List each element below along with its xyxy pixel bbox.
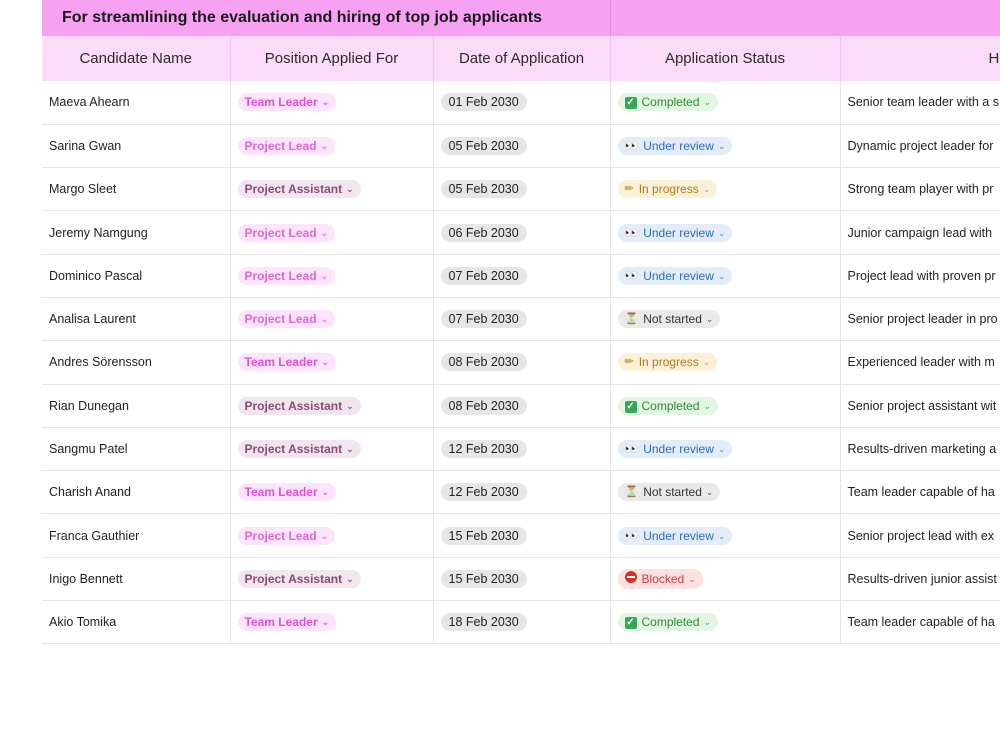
pencil-icon: ✏ [624,356,634,369]
cell-candidate-name[interactable] [42,471,230,514]
position-tag[interactable] [238,613,337,631]
highlights-text: Strong team player with pr [847,182,994,197]
check-mark-icon: ✓ [626,97,635,109]
cell-candidate-name[interactable] [42,211,230,254]
banner-title: For streamlining the evaluation and hiring of top job applicants [62,9,543,26]
cell-date[interactable] [433,557,610,600]
position-label: Team Leader [244,485,318,500]
cell-status[interactable] [610,514,840,557]
highlights-text: Project lead with proven pr [847,268,996,283]
chevron-down-icon: ⌄ [346,400,354,411]
table-row[interactable] [42,297,1000,340]
table-row[interactable] [42,557,1000,600]
cell-position[interactable] [230,384,433,427]
candidate-name: Franca Gauthier [49,528,140,543]
column-header-status[interactable]: Application Status [610,36,840,81]
highlights-text: Results-driven junior assist [847,571,997,586]
chevron-down-icon: ⌄ [717,530,726,541]
position-label: Project Lead [244,528,317,543]
chevron-down-icon: ⌄ [717,270,726,281]
chevron-down-icon: ⌄ [688,573,696,584]
chevron-down-icon: ⌄ [320,140,329,151]
position-label: Project Assistant [244,182,343,197]
status-label: In progress [638,355,699,370]
cell-candidate-name[interactable] [42,427,230,470]
status-badge[interactable] [618,569,703,589]
check-mark-icon: ✓ [626,617,635,629]
header-row [42,36,1000,81]
position-label: Project Lead [244,312,317,327]
chevron-down-icon: ⌄ [703,97,712,108]
table-row[interactable] [42,514,1000,557]
cell-position[interactable] [230,471,433,514]
chevron-down-icon: ⌄ [717,444,726,455]
status-label: Under review [643,138,714,153]
position-label: Project Assistant [244,442,343,457]
chevron-down-icon: ⌄ [346,444,354,455]
chevron-down-icon: ⌄ [320,270,329,281]
position-tag[interactable] [238,180,361,198]
cell-date[interactable] [433,601,610,644]
date-chip[interactable]: 06 Feb 2030 [441,224,527,242]
chevron-down-icon: ⌄ [346,184,354,195]
chevron-down-icon: ⌄ [321,357,330,368]
position-tag[interactable] [238,353,337,371]
column-header-highlights[interactable]: H [840,36,1000,81]
highlights-text: Team leader capable of ha [847,615,995,630]
cell-position[interactable] [230,557,433,600]
chevron-down-icon: ⌄ [717,140,726,151]
cell-candidate-name[interactable] [42,341,230,384]
cell-date[interactable] [433,81,610,124]
status-label: Blocked [641,571,685,586]
position-tag[interactable] [238,137,336,155]
cell-highlights[interactable] [840,341,1000,384]
date-chip[interactable]: 07 Feb 2030 [441,267,527,285]
hourglass-icon: ⏳ [624,486,639,499]
date-chip[interactable]: 12 Feb 2030 [441,483,527,501]
highlights-text: Results-driven marketing a [847,442,997,457]
status-badge[interactable] [618,310,721,328]
cell-highlights[interactable] [840,168,1000,211]
hourglass-icon: ⏳ [624,313,639,326]
cell-candidate-name[interactable] [42,254,230,297]
position-tag[interactable] [238,93,337,111]
chevron-down-icon: ⌄ [321,487,330,498]
position-tag[interactable] [238,224,336,242]
status-label: Under review [643,225,714,240]
candidate-name: Akio Tomika [49,615,117,630]
position-label: Project Assistant [244,571,343,586]
cell-date[interactable] [433,297,610,340]
highlights-text: Experienced leader with m [847,355,995,370]
status-badge[interactable] [618,224,733,242]
chevron-down-icon: ⌄ [320,227,329,238]
status-badge[interactable] [618,483,721,501]
applicant-tracker-sheet [42,0,1000,644]
cell-highlights[interactable] [840,471,1000,514]
date-chip[interactable]: 08 Feb 2030 [441,397,527,415]
status-label: Under review [643,528,714,543]
cell-position[interactable] [230,514,433,557]
cell-status[interactable] [610,341,840,384]
cell-highlights[interactable] [840,514,1000,557]
position-label: Project Lead [244,225,317,240]
position-tag[interactable] [238,267,336,285]
chevron-down-icon: ⌄ [717,227,726,238]
status-badge[interactable] [618,180,718,198]
column-header-date[interactable]: Date of Application [433,36,610,81]
position-label: Project Lead [244,138,317,153]
cell-position[interactable] [230,81,433,124]
cell-date[interactable] [433,124,610,167]
cell-position[interactable] [230,297,433,340]
cell-status[interactable] [610,168,840,211]
date-chip[interactable]: 05 Feb 2030 [441,137,527,155]
status-label: Not started [643,312,702,327]
position-label: Team Leader [244,95,318,110]
status-label: Not started [643,485,702,500]
chevron-down-icon: ⌄ [320,530,329,541]
eyes-icon: 👀 [624,529,639,542]
date-chip[interactable]: 01 Feb 2030 [441,93,527,111]
status-badge[interactable] [618,137,733,155]
cell-position[interactable] [230,601,433,644]
table-row[interactable] [42,81,1000,124]
cell-highlights[interactable] [840,601,1000,644]
position-label: Project Lead [244,268,317,283]
position-label: Team Leader [244,615,318,630]
candidate-name: Maeva Ahearn [49,95,130,110]
candidate-name: Jeremy Namgung [49,225,148,240]
status-label: Under review [643,442,714,457]
date-chip[interactable]: 12 Feb 2030 [441,440,527,458]
table-row[interactable] [42,124,1000,167]
pencil-icon: ✏ [624,183,634,196]
status-label: Under review [643,268,714,283]
table-row[interactable] [42,384,1000,427]
cell-date[interactable] [433,168,610,211]
cell-highlights[interactable] [840,384,1000,427]
date-chip[interactable]: 08 Feb 2030 [441,353,527,371]
chevron-down-icon: ⌄ [321,97,330,108]
chevron-down-icon: ⌄ [346,573,354,584]
cell-date[interactable] [433,427,610,470]
chevron-down-icon: ⌄ [703,400,712,411]
cell-candidate-name[interactable] [42,297,230,340]
position-tag[interactable] [238,310,336,328]
cell-status[interactable] [610,427,840,470]
chevron-down-icon: ⌄ [705,314,714,325]
candidate-name: Margo Sleet [49,182,117,197]
candidate-name: Charish Anand [49,485,132,500]
table-row[interactable] [42,471,1000,514]
table-row[interactable] [42,211,1000,254]
status-badge[interactable] [618,93,719,111]
cell-status[interactable] [610,384,840,427]
applicants-table [42,36,1000,644]
table-body [42,81,1000,644]
banner-divider [610,0,611,36]
cell-highlights[interactable] [840,427,1000,470]
chevron-down-icon: ⌄ [702,184,711,195]
highlights-text: Team leader capable of ha [847,485,995,500]
status-badge[interactable] [618,397,719,415]
cell-status[interactable] [610,124,840,167]
cell-date[interactable] [433,514,610,557]
cell-position[interactable] [230,124,433,167]
candidate-name: Inigo Bennett [49,571,123,586]
check-mark-icon: ✓ [626,400,635,412]
status-label: Completed [641,398,700,413]
status-badge[interactable] [618,527,733,545]
highlights-text: Senior project leader in pro [847,312,998,327]
status-badge[interactable] [618,353,718,371]
chevron-down-icon: ⌄ [705,487,714,498]
cell-status[interactable] [610,81,840,124]
column-header-position[interactable]: Position Applied For [230,36,433,81]
cell-candidate-name[interactable] [42,384,230,427]
status-label: In progress [638,182,699,197]
date-chip[interactable]: 07 Feb 2030 [441,310,527,328]
cell-candidate-name[interactable] [42,557,230,600]
status-badge[interactable] [618,267,733,285]
cell-status[interactable] [610,557,840,600]
position-label: Project Assistant [244,398,343,413]
cell-highlights[interactable] [840,557,1000,600]
candidate-name: Dominico Pascal [49,268,143,283]
chevron-down-icon: ⌄ [702,357,711,368]
cell-candidate-name[interactable] [42,81,230,124]
cell-position[interactable] [230,254,433,297]
candidate-name: Rian Dunegan [49,398,129,413]
eyes-icon: 👀 [624,443,639,456]
no-entry-icon [625,571,637,587]
cell-position[interactable] [230,211,433,254]
cell-status[interactable] [610,297,840,340]
highlights-text: Dynamic project leader for [847,138,994,153]
position-tag[interactable] [238,570,361,588]
eyes-icon: 👀 [624,139,639,152]
cell-status[interactable] [610,254,840,297]
cell-candidate-name[interactable] [42,514,230,557]
chevron-down-icon: ⌄ [321,617,330,628]
cell-candidate-name[interactable] [42,124,230,167]
candidate-name: Sangmu Patel [49,442,128,457]
status-badge[interactable] [618,613,719,631]
position-tag[interactable] [238,527,336,545]
date-chip[interactable]: 05 Feb 2030 [441,180,527,198]
highlights-text: Senior team leader with a s [847,95,999,110]
chevron-down-icon: ⌄ [703,617,712,628]
date-chip[interactable]: 15 Feb 2030 [441,527,527,545]
position-tag[interactable] [238,483,337,501]
status-label: Completed [641,95,700,110]
status-badge[interactable] [618,440,733,458]
cell-position[interactable] [230,341,433,384]
cell-highlights[interactable] [840,254,1000,297]
table-row[interactable] [42,601,1000,644]
sheet-banner [42,0,1000,36]
cell-status[interactable] [610,471,840,514]
cell-highlights[interactable] [840,211,1000,254]
cell-status[interactable] [610,211,840,254]
cell-candidate-name[interactable] [42,168,230,211]
highlights-text: Senior project assistant wit [847,398,997,413]
candidate-name: Analisa Laurent [49,312,136,327]
eyes-icon: 👀 [624,226,639,239]
table-row[interactable] [42,254,1000,297]
position-tag[interactable] [238,440,361,458]
cell-candidate-name[interactable] [42,601,230,644]
position-tag[interactable] [238,397,361,415]
cell-date[interactable] [433,211,610,254]
cell-date[interactable] [433,471,610,514]
cell-date[interactable] [433,254,610,297]
highlights-text: Senior project lead with ex [847,528,995,543]
cell-date[interactable] [433,341,610,384]
cell-highlights[interactable] [840,297,1000,340]
cell-highlights[interactable] [840,124,1000,167]
cell-position[interactable] [230,168,433,211]
table-row[interactable] [42,427,1000,470]
chevron-down-icon: ⌄ [320,314,329,325]
cell-date[interactable] [433,384,610,427]
cell-highlights[interactable] [840,81,1000,124]
position-label: Team Leader [244,355,318,370]
cell-status[interactable] [610,601,840,644]
candidate-name: Sarina Gwan [49,138,122,153]
column-header-candidate-name[interactable]: Candidate Name [42,36,230,81]
table-row[interactable] [42,341,1000,384]
date-chip[interactable]: 15 Feb 2030 [441,570,527,588]
table-row[interactable] [42,168,1000,211]
eyes-icon: 👀 [624,269,639,282]
candidate-name: Andres Sörensson [49,355,152,370]
cell-position[interactable] [230,427,433,470]
status-label: Completed [641,615,700,630]
highlights-text: Junior campaign lead with [847,225,993,240]
date-chip[interactable]: 18 Feb 2030 [441,613,527,631]
